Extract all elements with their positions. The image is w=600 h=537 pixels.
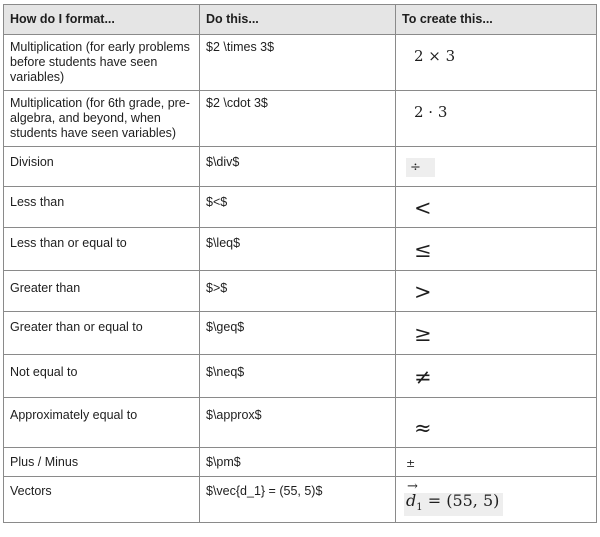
math-leq: ≤ (414, 237, 432, 262)
row-label: Less than (4, 187, 200, 228)
row-result (396, 35, 597, 91)
row-result (396, 312, 597, 355)
row-label: Approximately equal to (4, 398, 200, 448)
row-result (396, 398, 597, 448)
math-times: 2 × 3 (414, 47, 456, 65)
header-do-this: Do this... (200, 5, 396, 35)
header-how-do-i-format: How do I format... (4, 5, 200, 35)
math-approx: ≈ (414, 415, 432, 440)
table-row (4, 312, 597, 355)
row-label: Division (4, 147, 200, 187)
row-code: $\div$ (200, 147, 396, 187)
table-row (4, 355, 597, 398)
vector-letter: d (406, 490, 417, 510)
row-label: Greater than or equal to (4, 312, 200, 355)
vector-value: = (55, 5) (422, 490, 500, 510)
math-gt: > (414, 279, 432, 304)
row-label: Multiplication (for 6th grade, pre-algebra, and beyond, when students have seen variables) (4, 91, 200, 147)
math-geq: ≥ (414, 321, 432, 346)
row-result (396, 448, 597, 477)
table-row (4, 187, 597, 228)
formatting-table-container (3, 4, 596, 523)
row-code: $<$ (200, 187, 396, 228)
row-code: $\pm$ (200, 448, 396, 477)
row-result (396, 228, 597, 271)
table-row (4, 91, 597, 147)
table-header-row (4, 5, 597, 35)
math-pm: ± (406, 456, 416, 470)
header-to-create-this: To create this... (396, 5, 597, 35)
vector-arrow-icon: → (407, 478, 418, 494)
math-div: ÷ (406, 158, 435, 177)
row-label: Vectors (4, 477, 200, 523)
table-row (4, 271, 597, 312)
table-row (4, 448, 597, 477)
row-result (396, 187, 597, 228)
row-code: $2 \times 3$ (200, 35, 396, 91)
math-vector (404, 478, 503, 516)
row-result (396, 147, 597, 187)
row-label: Multiplication (for early problems before students have seen variables) (4, 35, 200, 91)
row-code: $\geq$ (200, 312, 396, 355)
row-code: $\neq$ (200, 355, 396, 398)
math-neq: ≠ (414, 364, 432, 389)
math-lt: < (414, 195, 432, 220)
vector-subscript: 1 (416, 502, 423, 514)
table-row (4, 147, 597, 187)
table-row (4, 477, 597, 523)
row-label: Greater than (4, 271, 200, 312)
row-code: $\approx$ (200, 398, 396, 448)
row-label: Plus / Minus (4, 448, 200, 477)
table-row (4, 35, 597, 91)
row-label: Not equal to (4, 355, 200, 398)
row-result (396, 271, 597, 312)
row-result (396, 355, 597, 398)
row-code: $\leq$ (200, 228, 396, 271)
row-result (396, 477, 597, 523)
row-label: Less than or equal to (4, 228, 200, 271)
math-cdot: 2 · 3 (414, 103, 448, 121)
row-code: $\vec{d_1} = (55, 5)$ (200, 477, 396, 523)
formatting-table (3, 4, 597, 523)
row-code: $>$ (200, 271, 396, 312)
table-row (4, 398, 597, 448)
row-result (396, 91, 597, 147)
table-row (4, 228, 597, 271)
row-code: $2 \cdot 3$ (200, 91, 396, 147)
vector-variable (406, 478, 423, 515)
